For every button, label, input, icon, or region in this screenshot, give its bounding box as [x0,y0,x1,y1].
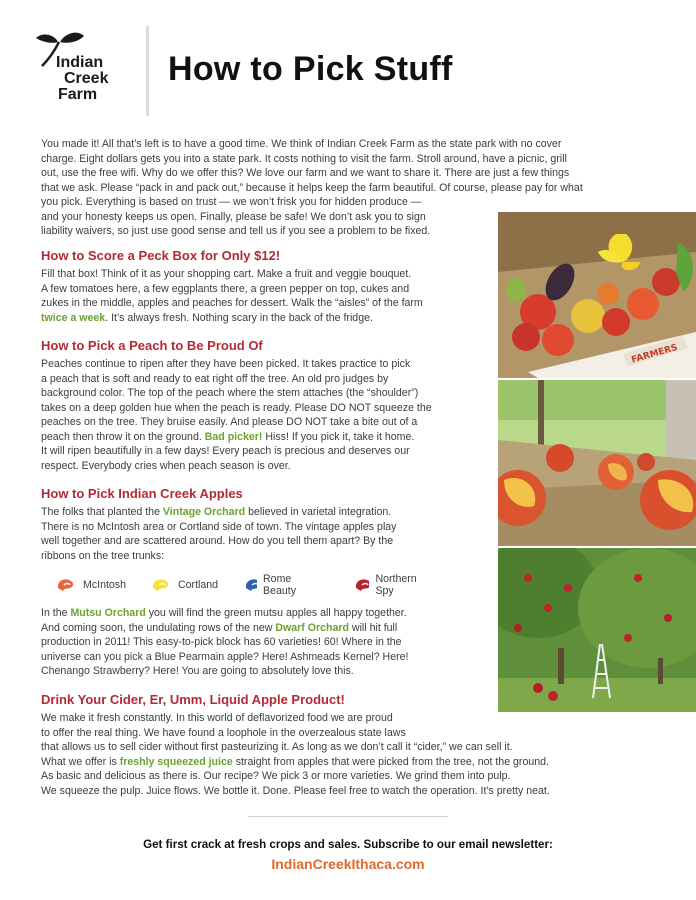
peach-line-post: Hiss! If you pick it, take it home. [262,430,415,443]
apples-line: There is no McIntosh area or Cortland side of town. The vintage apples play [41,520,397,533]
ribbon-label: Cortland [178,579,219,591]
cider-line-post: straight from apples that were picked from the tree, not the ground. [232,755,549,768]
peck-heading: How to Score a Peck Box for Only $12! [41,248,281,263]
ribbon-cortland [150,575,218,595]
ribbon-icon [55,576,77,594]
orchards-paragraph [41,606,408,679]
twice-a-week-highlight: twice a week [41,311,106,324]
cider-line: to offer the real thing. We have found a loophole in the overzealous state laws [41,726,406,739]
orchards-line-post: will hit full [348,621,398,634]
peach-heading: How to Pick a Peach to Be Proud Of [41,338,263,353]
apples-line-post: believed in varietal integration. [245,506,392,518]
peck-line: Fill that box! Think of it as your shopping cart. Make a fruit and veggie bouquet. [41,268,412,280]
mutsu-orchard-highlight: Mutsu Orchard [70,607,146,619]
intro-line: charge. Eight dollars gets you into a state park. It costs nothing to visit the farm. Stroll around, have a picnic, grill [41,152,567,165]
logo-text [56,55,108,103]
ribbon-mcintosh [55,575,126,595]
apples-line: ribbons on the tree trunks: [41,549,165,562]
peaches-photo [498,380,696,546]
intro-line: that we ask. Please “pack in and pack out,” because it helps keep the farm beautiful. Of course, please pay for what [41,181,583,194]
intro-line: liability waivers, so just use good sense and tell us if you see a problem to be fixed. [41,225,431,237]
intro-line: and your honesty keeps us open. Finally, please be safe! We don’t ask you to sign [41,210,426,223]
peach-line: a peach that is soft and ready to eat right off the tree. An old pro judges by [41,372,389,385]
ribbon-label: Northern Spy [375,573,417,597]
peck-line [41,311,423,326]
apples-line-pre: The folks that planted the [41,506,163,518]
peach-paragraph [41,357,432,473]
logo-line-2: Creek [64,70,109,87]
apples-heading: How to Pick Indian Creek Apples [41,486,243,501]
cider-line: As basic and delicious as there is. Our recipe? We pick 3 or more varieties. We grind them into pulp. [41,770,511,782]
footer-divider [248,816,448,817]
logo-line-3: Farm [58,86,98,103]
logo-line-1: Indian [56,54,104,71]
cider-line-pre: What we offer is [41,755,120,768]
cider-line: We make it fresh constantly. In this world of deflavorized food we are proud [41,712,393,724]
header-divider [146,26,149,116]
cider-paragraph [41,711,550,798]
ribbon-icon [353,576,369,594]
fresh-juice-highlight: freshly squeezed juice [119,755,233,768]
peach-line: takes on a deep golden hue when the peach is ready. Please DO NOT squeeze the [41,401,432,414]
peach-line [41,430,432,445]
cider-line: We squeeze the pulp. Juice flows. We bottle it. Done. Please feel free to watch the operation. It’s pretty neat. [41,784,550,797]
box-label: FARMERS [630,342,679,366]
orchards-line-post: you will find the green mutsu apples all happy together. [145,607,407,619]
ribbon-northern-spy [353,575,422,595]
peach-line: It will ripen beautifully in a few days! Every peach is precious and deserves our [41,445,410,457]
orchards-line [41,621,408,636]
orchard-photo [498,548,696,712]
peach-line: Peaches continue to ripen after they have been picked. It takes practice to pick [41,358,411,370]
page-title: How to Pick Stuff [168,50,453,88]
orchards-line: production in 2011! This easy-to-pick block has 60 varieties! 60! Where in the [41,636,402,648]
peach-line: respect. Everybody cries when peach season is over. [41,459,291,472]
peach-line: background color. The top of the peach where the stem attaches (the “shoulder”) [41,387,419,399]
peck-paragraph [41,267,423,325]
intro-line: out, use the free wifi. Why do we offer this? We love our farm and we want to share it. There are just a few things [41,167,570,179]
cider-heading: Drink Your Cider, Er, Umm, Liquid Apple Product! [41,692,345,707]
orchards-line: Chenango Strawberry? Here! You are going to absolutely love this. [41,665,354,677]
orchards-line-pre: And coming soon, the undulating rows of the new [41,621,276,634]
ribbon-icon [150,576,172,594]
dwarf-orchard-highlight: Dwarf Orchard [275,621,349,634]
website-link[interactable]: IndianCreekIthaca.com [271,856,425,872]
apples-line [41,505,396,520]
ribbon-icon [243,576,257,594]
peck-line: zukes in the middle, apples and peaches for dessert. Walk the “aisles” of the farm [41,297,423,309]
cider-line [41,755,550,770]
peck-line-rest: . It’s always fresh. Nothing scary in the back of the fridge. [105,311,373,324]
vintage-orchard-highlight: Vintage Orchard [162,506,246,518]
peach-line: peaches on the tree. They bruise easily. And please DO NOT take a bite out of a [41,416,418,428]
ribbon-label: Rome Beauty [263,573,297,597]
peck-line: A few tomatoes here, a few eggplants there, a green pepper on top, cukes and [41,282,410,295]
logo [30,30,142,110]
intro-line: You made it! All that’s left is to have a good time. We think of Indian Creek Farm as the state park with no cover [41,138,562,150]
newsletter-text: Get first crack at fresh crops and sales. Subscribe to our email newsletter: [143,838,553,851]
peck-box-photo [498,212,696,378]
peach-line-pre: peach then throw it on the ground. [41,430,205,443]
bad-picker-highlight: Bad picker! [204,430,263,443]
intro-line: you pick. Everything is based on trust — we won’t frisk you for hidden produce — [41,196,422,208]
ribbon-rome-beauty [243,575,304,595]
cider-line: that allows us to sell cider without first pasteurizing it. As long as we don’t call it “cider,” we can sell it. [41,741,513,753]
apples-paragraph [41,505,396,563]
apples-line: well together and are scattered around. How do you tell them apart? By the [41,535,394,547]
ribbon-label: McIntosh [83,579,126,591]
orchards-line [41,606,408,621]
orchards-line-pre: In the [41,607,71,619]
orchards-line: universe can you pick a Blue Pearmain apple? Here! Ashmeads Kernel? Here! [41,650,409,663]
